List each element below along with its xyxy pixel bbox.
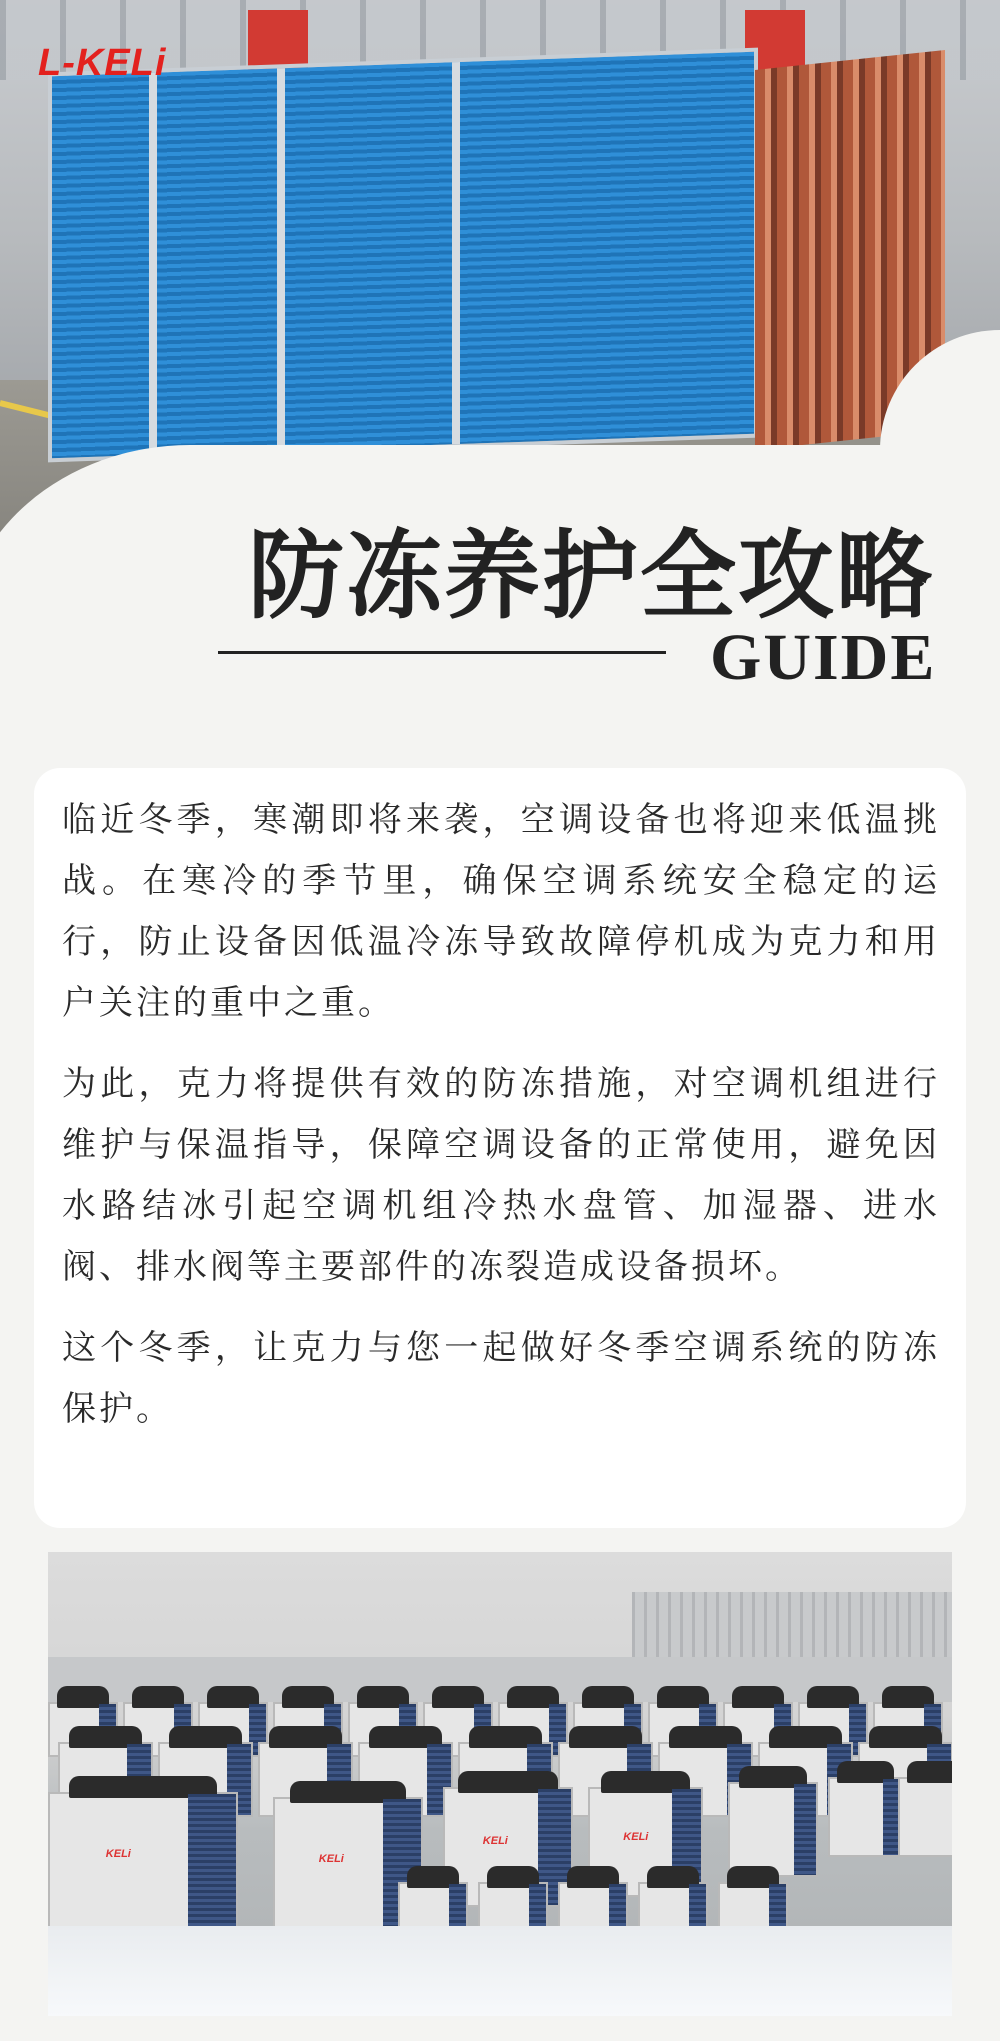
ac-unit [718, 1882, 788, 1932]
brand-logo: L-KELi [38, 42, 167, 84]
ac-unit [478, 1882, 548, 1932]
intro-card [34, 768, 966, 1528]
unit-brand-label: KELi [105, 1848, 131, 1861]
ac-unit [398, 1882, 468, 1932]
title-divider [218, 651, 666, 654]
unit-brand-label: KELi [623, 1831, 649, 1844]
intro-paragraph: 临近冬季，寒潮即将来袭，空调设备也将迎来低温挑战。在寒冷的季节里，确保空调系统安全稳定的运行，防止设备因低温冷冻导致故障停机成为克力和用户关注的重中之重。 [62, 800, 940, 1023]
ac-unit [48, 1792, 238, 1932]
page-subtitle: GUIDE [710, 621, 937, 694]
ac-unit [828, 1777, 903, 1857]
ac-unit [728, 1782, 818, 1877]
ac-unit [638, 1882, 708, 1932]
ac-unit [558, 1882, 628, 1932]
intro-paragraph: 这个冬季，让克力与您一起做好冬季空调系统的防冻保护。 [62, 1328, 940, 1429]
unit-brand-label: KELi [318, 1853, 344, 1866]
blue-fin-coil [48, 48, 758, 463]
rooftop-units-photo [48, 1552, 952, 2016]
intro-paragraph: 为此，克力将提供有效的防冻措施，对空调机组进行维护与保温指导，保障空调设备的正常使用，避免因水路结冰引起空调机组冷热水盘管、加湿器、进水阀、排水阀等主要部件的冻裂造成设备损坏。 [62, 1064, 940, 1287]
ac-unit [898, 1777, 952, 1857]
page-title: 防冻养护全攻略 [248, 519, 934, 632]
unit-brand-label: KELi [482, 1835, 508, 1848]
snow-ground [48, 1926, 952, 2016]
